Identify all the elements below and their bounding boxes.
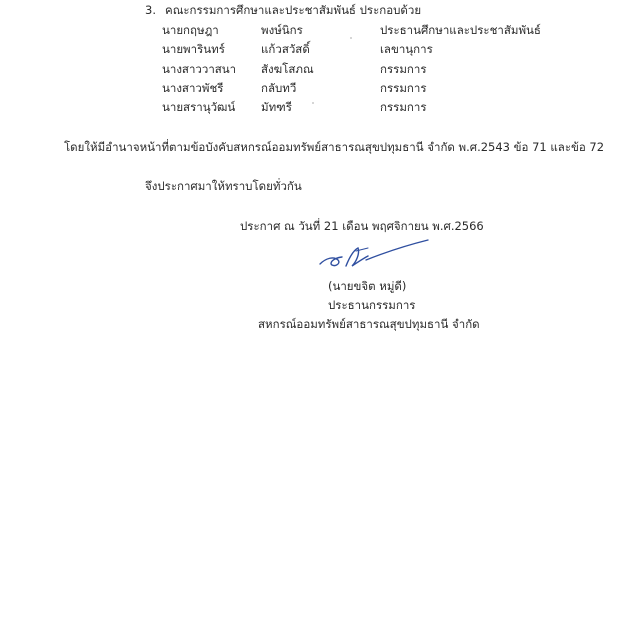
member-last-name: พงษ์นิกร: [261, 23, 303, 37]
signer-name: (นายขจิต หมู่ดี): [328, 279, 407, 293]
member-first-name: นายกฤษฎา: [162, 23, 219, 37]
announcement-line: จึงประกาศมาให้ทราบโดยทั่วกัน: [145, 179, 302, 193]
signer-organization: สหกรณ์ออมทรัพย์สาธารณสุขปทุมธานี จำกัด: [258, 317, 480, 331]
member-role: ประธานศึกษาและประชาสัมพันธ์: [380, 23, 541, 37]
authority-paragraph: โดยให้มีอำนาจหน้าที่ตามข้อบังคับสหกรณ์ออมทรัพย์สาธารณสุขปทุมธานี จำกัด พ.ศ.2543 ข้อ 71 และข้อ 72: [64, 140, 605, 154]
signature-image: [316, 236, 436, 270]
section-title: คณะกรรมการศึกษาและประชาสัมพันธ์ ประกอบด้วย: [165, 3, 422, 17]
member-first-name: นายสรานุวัฒน์: [162, 100, 236, 114]
member-row: [0, 64, 640, 80]
member-role: กรรมการ: [380, 100, 427, 114]
announcement-date: ประกาศ ณ วันที่ 21 เดือน พฤศจิกายน พ.ศ.2566: [240, 219, 484, 233]
member-last-name: มัทฑรี: [261, 100, 292, 114]
member-first-name: นางสาวพัชรี: [162, 81, 224, 95]
member-first-name: นายพารินทร์: [162, 42, 225, 56]
member-role: กรรมการ: [380, 62, 427, 76]
member-last-name: แก้วสวัสดิ์: [261, 42, 310, 56]
section-number: 3.: [145, 3, 156, 17]
signer-title: ประธานกรรมการ: [328, 298, 416, 312]
member-row: [0, 83, 640, 99]
member-role: กรรมการ: [380, 81, 427, 95]
member-row: [0, 44, 640, 60]
scan-speck: [350, 37, 352, 39]
member-role: เลขานุการ: [380, 42, 433, 56]
member-last-name: กลับทวี: [261, 81, 297, 95]
member-first-name: นางสาววาสนา: [162, 62, 237, 76]
member-last-name: สังฆโสภณ: [261, 62, 314, 76]
member-row: [0, 102, 640, 118]
scan-speck: [312, 102, 314, 104]
member-row: [0, 25, 640, 41]
